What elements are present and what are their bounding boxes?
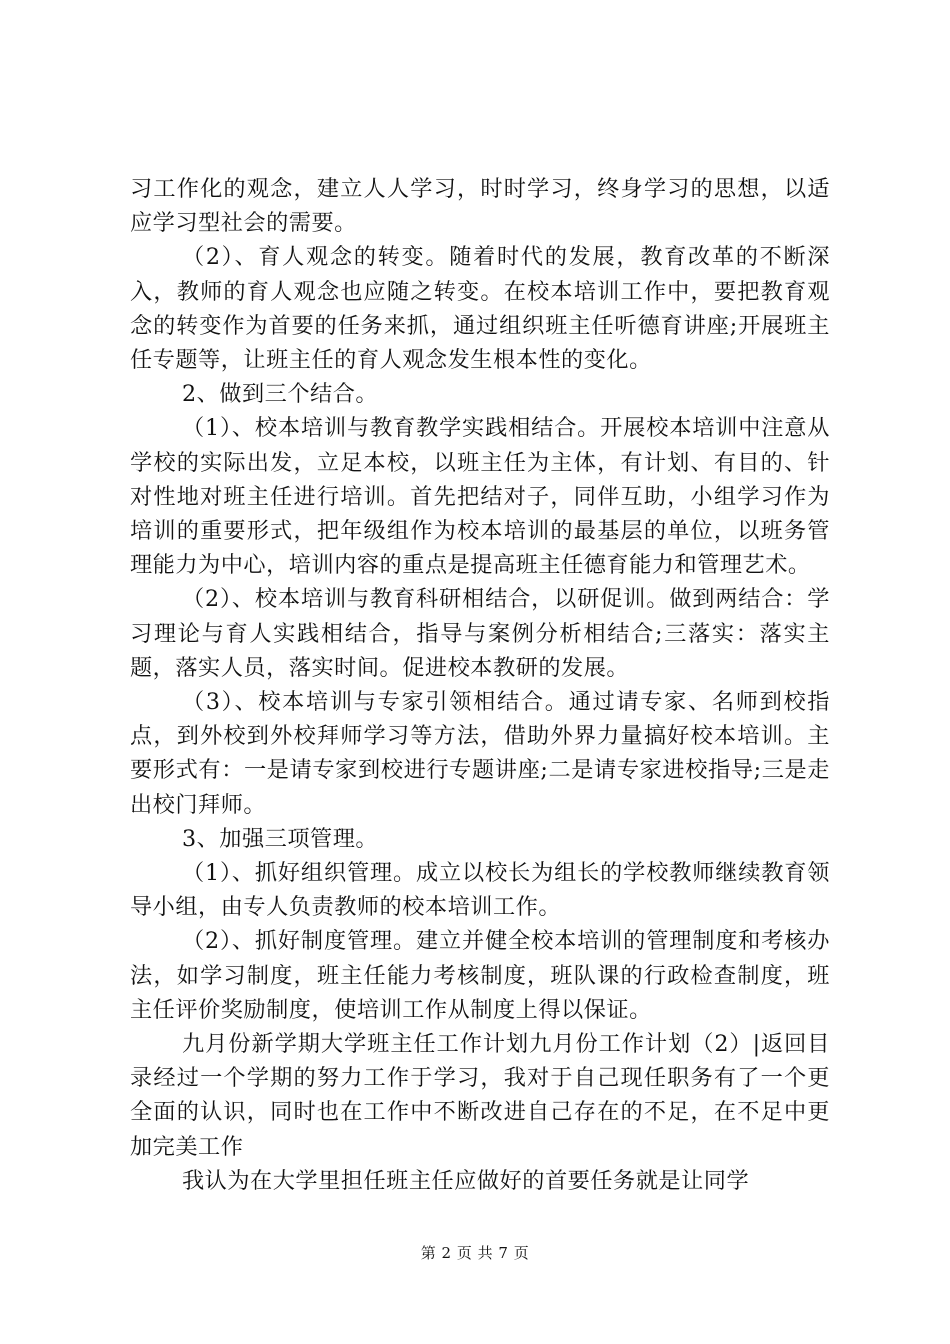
paragraph-continuation: 习工作化的观念，建立人人学习，时时学习，终身学习的思想，以适应学习型社会的需要。: [130, 176, 830, 237]
paragraph-3-1: （1）、抓好组织管理。成立以校长为组长的学校教师继续教育领导小组，由专人负责教师的校本培训工作。: [130, 860, 830, 921]
paragraph-plan-body: 我认为在大学里担任班主任应做好的首要任务就是让同学: [182, 1167, 750, 1194]
paragraph-1-2: （2）、育人观念的转变。随着时代的发展，教育改革的不断深入，教师的育人观念也应随之转变。在校本培训工作中，要把教育观念的转变作为首要的任务来抓，通过组织班主任听德育讲座;开展班主任专题等，让班主任的育人观念发生根本性的变化。: [130, 244, 830, 374]
page-number-footer: 第 2 页 共 7 页: [420, 1244, 530, 1262]
paragraph-plan-intro: 九月份新学期大学班主任工作计划九月份工作计划（2）|返回目录经过一个学期的努力工作于学习，我对于自己现任职务有了一个更全面的认识，同时也在工作中不断改进自己存在的不足，在不足中更加完美工作: [130, 1031, 830, 1160]
paragraph-2-1: （1）、校本培训与教育教学实践相结合。开展校本培训中注意从学校的实际出发，立足本校，以班主任为主体，有计划、有目的、针对性地对班主任进行培训。首先把结对子，同伴互助，小组学习作为培训的重要形式，把年级组作为校本培训的最基层的单位，以班务管理能力为中心，培训内容的重点是提高班主任德育能力和管理艺术。: [130, 415, 830, 579]
heading-3: 3、加强三项管理。: [182, 825, 379, 852]
document-body: [130, 172, 830, 1198]
paragraph-2-2: （2）、校本培训与教育科研相结合，以研促训。做到两结合：学习理论与育人实践相结合，指导与案例分析相结合;三落实：落实主题，落实人员，落实时间。促进校本教研的发展。: [130, 586, 830, 681]
paragraph-3-2: （2）、抓好制度管理。建立并健全校本培训的管理制度和考核办法，如学习制度，班主任能力考核制度，班队课的行政检查制度，班主任评价奖励制度，使培训工作从制度上得以保证。: [130, 928, 830, 1023]
heading-2: 2、做到三个结合。: [182, 381, 379, 408]
paragraph-2-3: （3）、校本培训与专家引领相结合。通过请专家、名师到校指点，到外校到外校拜师学习等方法，借助外界力量搞好校本培训。主要形式有：一是请专家到校进行专题讲座;二是请专家进校指导;三是走出校门拜师。: [130, 689, 830, 818]
